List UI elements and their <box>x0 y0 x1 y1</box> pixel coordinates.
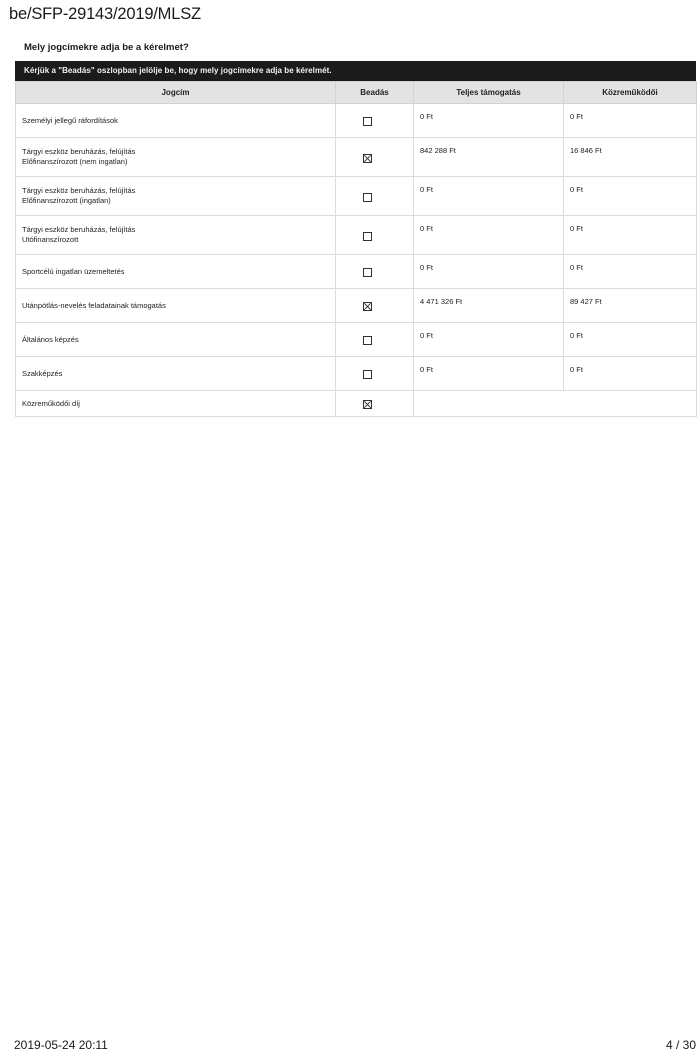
table-row <box>16 216 697 255</box>
row-label-cell <box>16 216 336 255</box>
beadas-checkbox[interactable] <box>363 302 372 311</box>
row-label-cell <box>16 289 336 323</box>
teljes-tamogatas-value: 0 Ft <box>414 216 564 255</box>
row-label: Személyi jellegű ráfordítások <box>22 115 118 125</box>
beadas-cell <box>336 177 414 216</box>
beadas-cell <box>336 323 414 357</box>
table-row <box>16 138 697 177</box>
row-label: Utánpótlás-nevelés feladatainak támogatás <box>22 300 166 310</box>
header-beadas: Beadás <box>336 82 414 104</box>
jogcim-table <box>15 81 697 417</box>
row-label: Tárgyi eszköz beruházás, felújítás <box>22 147 136 156</box>
table-row <box>16 255 697 289</box>
table-row <box>16 323 697 357</box>
document-id: be/SFP-29143/2019/MLSZ <box>9 5 201 23</box>
header-teljes-tamogatas: Teljes támogatás <box>414 82 564 104</box>
row-label: Tárgyi eszköz beruházás, felújítás <box>22 186 136 195</box>
row-label: Közreműködői díj <box>22 398 80 408</box>
beadas-checkbox[interactable] <box>363 268 372 277</box>
kozremukodoi-value: 0 Ft <box>564 255 697 289</box>
teljes-tamogatas-value: 0 Ft <box>414 255 564 289</box>
row-label-cell <box>16 255 336 289</box>
footer-page-number: 4 / 30 <box>665 1038 696 1052</box>
teljes-tamogatas-value: 0 Ft <box>414 104 564 138</box>
header-jogcim: Jogcím <box>16 82 336 104</box>
row-label-cell <box>16 323 336 357</box>
footer-datetime: 2019-05-24 20:11 <box>14 1038 108 1052</box>
kozremukodoi-value: 16 846 Ft <box>564 138 697 177</box>
kozremukodoi-value: 0 Ft <box>564 177 697 216</box>
header-kozremukodoi: Közreműködői <box>564 82 697 104</box>
instruction-bar: Kérjük a "Beadás" oszlopban jelölje be, hogy mely jogcímekre adja be kérelmét. <box>15 61 696 81</box>
row-sublabel: Utófinanszírozott <box>22 235 79 244</box>
row-label-cell <box>16 104 336 138</box>
row-label: Sportcélú ingatlan üzemeltetés <box>22 266 125 276</box>
kozremukodoi-value: 0 Ft <box>564 357 697 391</box>
table-row <box>16 289 697 323</box>
beadas-cell <box>336 104 414 138</box>
beadas-cell <box>336 216 414 255</box>
beadas-cell <box>336 391 414 417</box>
beadas-checkbox[interactable] <box>363 400 372 409</box>
section-question: Mely jogcímekre adja be a kérelmet? <box>24 42 189 53</box>
row-sublabel: Előfinanszírozott (nem ingatlan) <box>22 157 128 166</box>
kozremukodoi-value: 0 Ft <box>564 323 697 357</box>
kozremukodoi-value: 89 427 Ft <box>564 289 697 323</box>
beadas-cell <box>336 138 414 177</box>
teljes-tamogatas-value: 0 Ft <box>414 357 564 391</box>
jogcim-table-container <box>15 61 696 417</box>
beadas-checkbox[interactable] <box>363 232 372 241</box>
row-sublabel: Előfinanszírozott (ingatlan) <box>22 196 111 205</box>
table-row <box>16 357 697 391</box>
table-row <box>16 391 697 417</box>
teljes-tamogatas-value: 842 288 Ft <box>414 138 564 177</box>
table-row <box>16 104 697 138</box>
row-label-cell <box>16 138 336 177</box>
table-row <box>16 177 697 216</box>
beadas-checkbox[interactable] <box>363 193 372 202</box>
beadas-cell <box>336 289 414 323</box>
empty-amount-cell <box>414 391 697 417</box>
beadas-checkbox[interactable] <box>363 370 372 379</box>
teljes-tamogatas-value: 4 471 326 Ft <box>414 289 564 323</box>
row-label: Általános képzés <box>22 334 79 344</box>
row-label-cell <box>16 391 336 417</box>
kozremukodoi-value: 0 Ft <box>564 104 697 138</box>
beadas-cell <box>336 357 414 391</box>
teljes-tamogatas-value: 0 Ft <box>414 323 564 357</box>
beadas-checkbox[interactable] <box>363 336 372 345</box>
kozremukodoi-value: 0 Ft <box>564 216 697 255</box>
row-label: Szakképzés <box>22 368 63 378</box>
row-label-cell <box>16 357 336 391</box>
teljes-tamogatas-value: 0 Ft <box>414 177 564 216</box>
row-label-cell <box>16 177 336 216</box>
table-header-row <box>16 82 697 104</box>
beadas-cell <box>336 255 414 289</box>
beadas-checkbox[interactable] <box>363 117 372 126</box>
beadas-checkbox[interactable] <box>363 154 372 163</box>
row-label: Tárgyi eszköz beruházás, felújítás <box>22 225 136 234</box>
